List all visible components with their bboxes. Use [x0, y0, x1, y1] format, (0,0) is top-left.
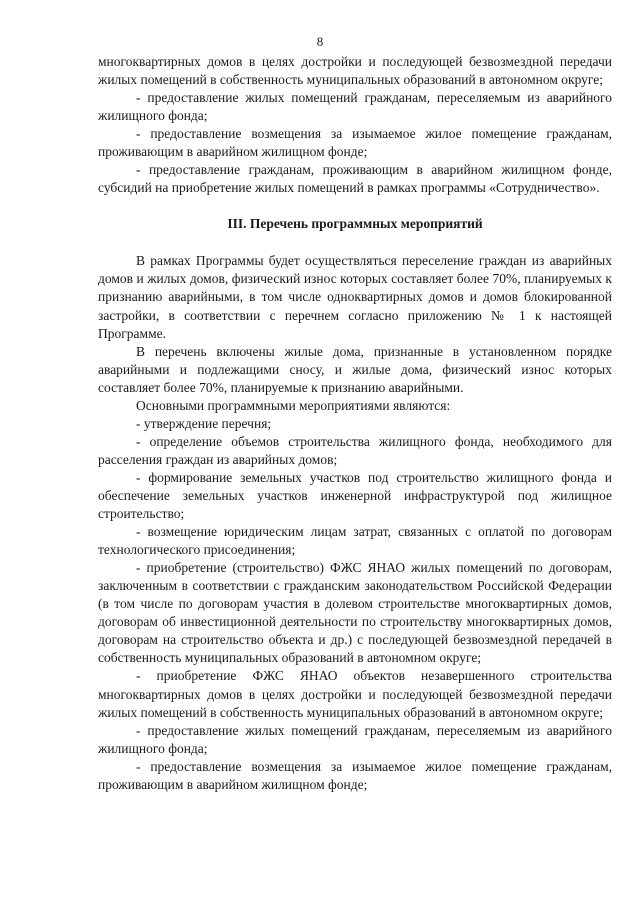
- document-body: [98, 53, 612, 794]
- paragraph: В рамках Программы будет осуществляться переселение граждан из аварийных домов и жилых домов, физический износ которых составляет более 70%, планируемых к признанию аварийными, в том числе одноквартирных домов и домов блокированной застройки, в соответствии с перечнем согласно приложению № 1 к настоящей Программе.: [98, 253, 612, 341]
- section-heading: III. Перечень программных мероприятий: [227, 216, 483, 232]
- list-item: - предоставление жилых помещений гражданам, переселяемым из аварийного жилищного фонда;: [98, 722, 612, 756]
- list-item: - определение объемов строительства жилищного фонда, необходимого для расселения граждан из аварийных домов;: [98, 433, 612, 467]
- list-item: - предоставление жилых помещений гражданам, переселяемым из аварийного жилищного фонда;: [98, 90, 612, 124]
- page-number: 8: [316, 34, 324, 49]
- list-item: - возмещение юридическим лицам затрат, связанных с оплатой по договорам технологического присоединения;: [98, 524, 612, 558]
- list-item: - предоставление возмещения за изымаемое жилое помещение гражданам, проживающим в аварийном жилищном фонде;: [98, 758, 612, 792]
- list-item: - формирование земельных участков под строительство жилищного фонда и обеспечение земельных участков инженерной инфраструктурой под жилищное строительство;: [98, 469, 612, 522]
- paragraph: В перечень включены жилые дома, признанные в установленном порядке аварийными и подлежащими сносу, и жилые дома, физический износ которых составляет более 70%, планируемые к признанию аварийными.: [98, 343, 612, 395]
- list-item: - утверждение перечня;: [136, 415, 272, 431]
- list-item: - предоставление гражданам, проживающим в аварийном жилищном фонде, субсидий на приобретение жилых помещений в рамках программы «Сотрудничество».: [98, 162, 612, 196]
- list-item: - предоставление возмещения за изымаемое жилое помещение гражданам, проживающим в аварийном жилищном фонде;: [98, 126, 612, 160]
- list-item: - приобретение ФЖС ЯНАО объектов незавершенного строительства многоквартирных домов в целях достройки и последующей безвозмездной передачи жилых помещений в собственность муниципальных образований в автономном округе;: [98, 668, 612, 720]
- list-item: - приобретение (строительство) ФЖС ЯНАО жилых помещений по договорам, заключенным в соответствии с гражданским законодательством Российской Федерации (в том числе по договорам участия в долевом строительстве многоквартирных домов, договорам об инвестиционной деятельности по строительству многоквартирных домов, договорам на строительство объекта и др.) с последующей безвозмездной передачей в собственность муниципальных образований в автономном округе;: [98, 560, 612, 666]
- paragraph: Основными программными мероприятиями являются:: [136, 397, 451, 413]
- paragraph-continuation: многоквартирных домов в целях достройки и последующей безвозмездной передачи жилых помещений в собственность муниципальных образований в автономном округе;: [98, 54, 612, 88]
